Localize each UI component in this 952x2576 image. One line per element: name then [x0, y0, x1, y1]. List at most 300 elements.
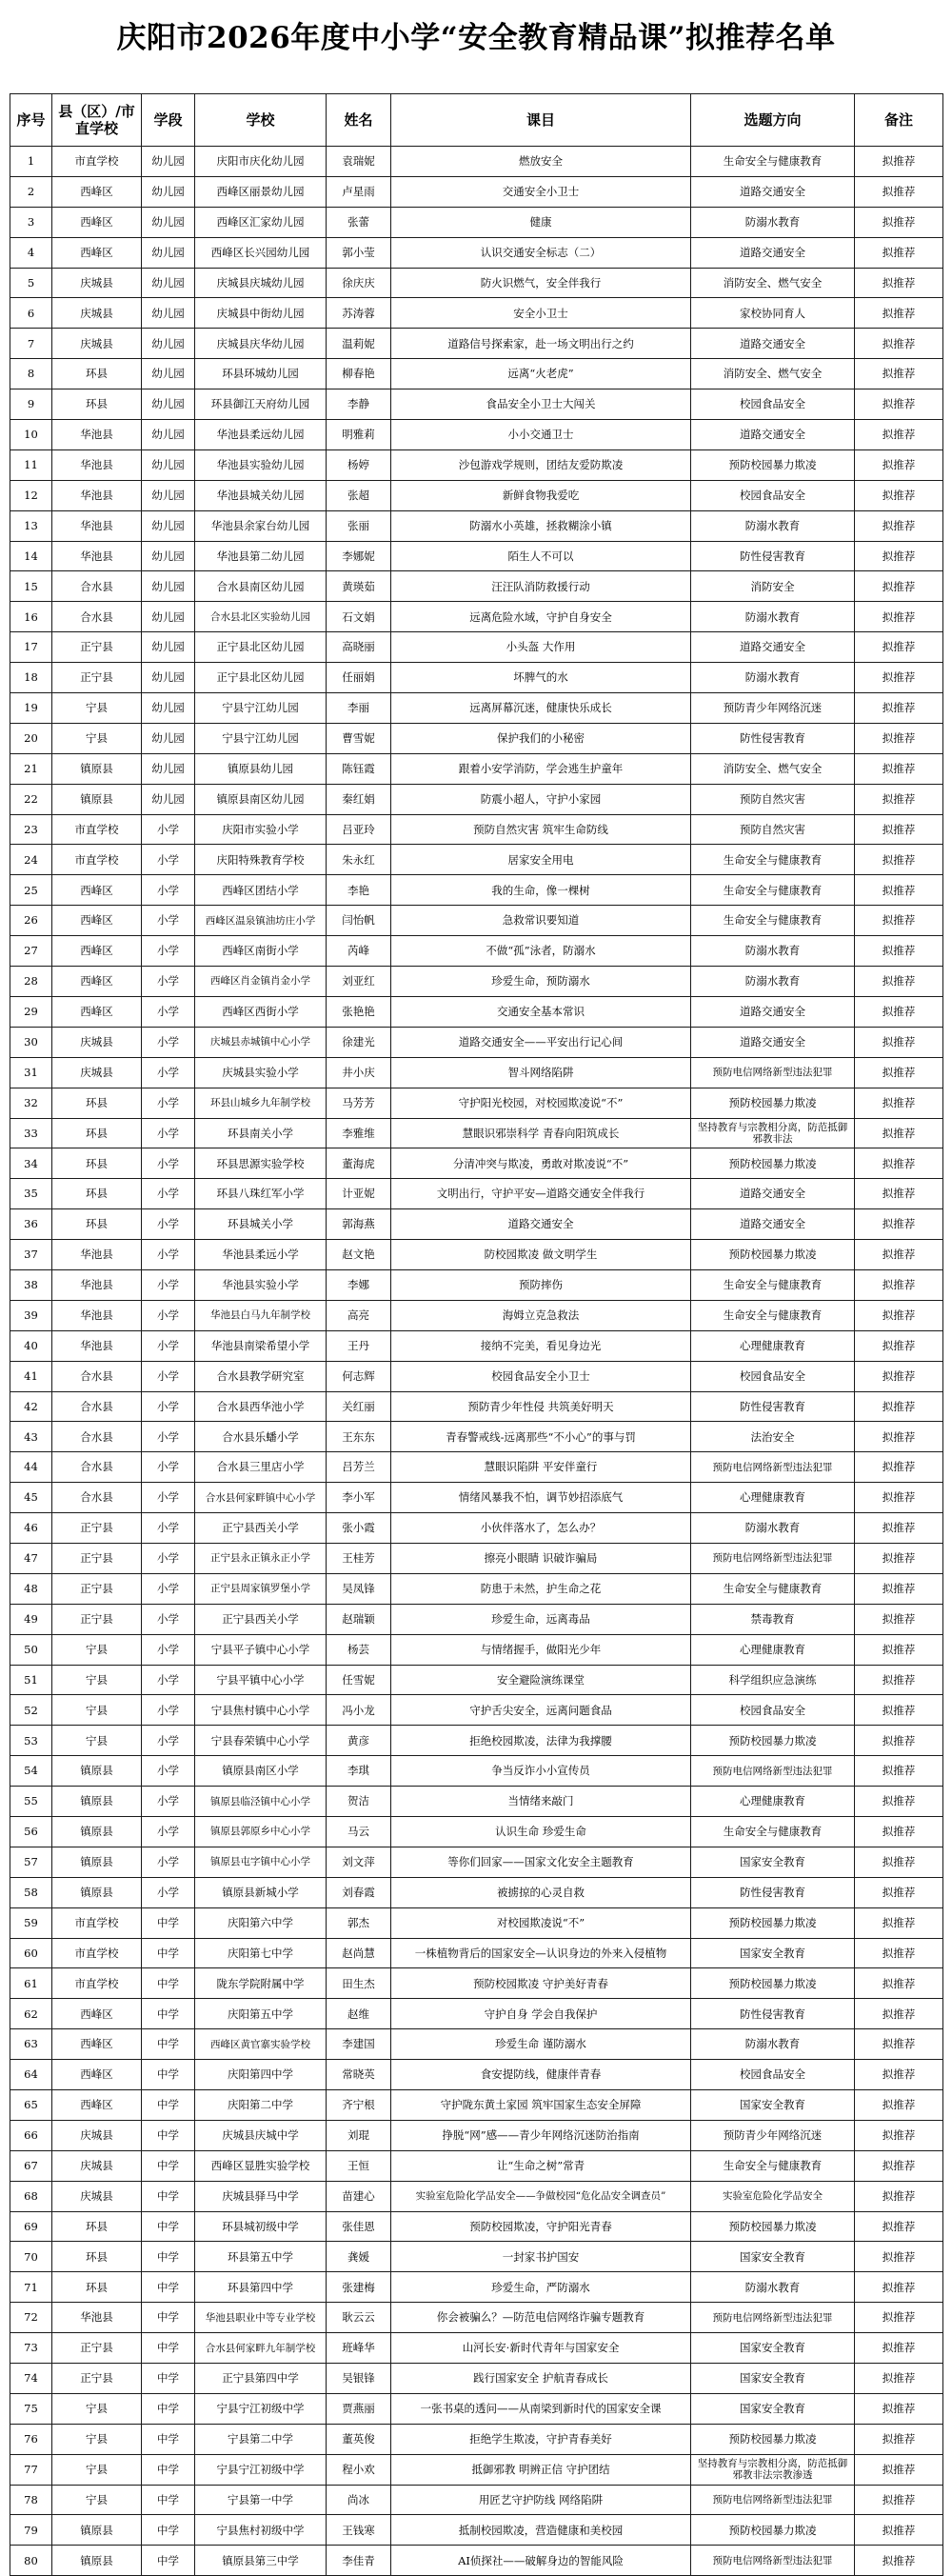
cell-index: 68	[10, 2181, 52, 2211]
cell-topic: 防性侵害教育	[691, 1877, 855, 1907]
cell-course: 守护陇东黄土家园 筑牢国家生态安全屏障	[391, 2090, 691, 2121]
cell-name: 张艳艳	[327, 996, 391, 1027]
cell-stage: 中学	[142, 2090, 195, 2121]
cell-school: 陇东学院附属中学	[195, 1968, 327, 1999]
cell-topic: 国家安全教育	[691, 1938, 855, 1968]
cell-stage: 幼儿园	[142, 541, 195, 571]
cell-stage: 小学	[142, 1573, 195, 1604]
cell-school: 合水县北区实验幼儿园	[195, 602, 327, 632]
cell-county: 华池县	[52, 2303, 142, 2333]
cell-school: 合水县西华池小学	[195, 1391, 327, 1422]
cell-stage: 小学	[142, 967, 195, 997]
cell-county: 镇原县	[52, 2515, 142, 2546]
cell-name: 王恒	[327, 2150, 391, 2181]
cell-name: 冯小龙	[327, 1695, 391, 1726]
cell-school: 镇原县南区小学	[195, 1756, 327, 1787]
cell-topic: 预防青少年网络沉迷	[691, 2120, 855, 2150]
cell-topic: 禁毒教育	[691, 1604, 855, 1634]
table-row	[10, 814, 943, 845]
cell-topic: 生命安全与健康教育	[691, 845, 855, 875]
cell-remark: 拟推荐	[855, 1968, 943, 1999]
cell-index: 28	[10, 967, 52, 997]
cell-topic: 防性侵害教育	[691, 1999, 855, 2029]
header-stage: 学段	[142, 94, 195, 147]
cell-index: 65	[10, 2090, 52, 2121]
table-row	[10, 298, 943, 329]
cell-course: 守护舌尖安全，远离问题食品	[391, 1695, 691, 1726]
table-row	[10, 1665, 943, 1695]
cell-name: 计亚妮	[327, 1179, 391, 1209]
cell-county: 正宁县	[52, 1513, 142, 1544]
cell-index: 76	[10, 2424, 52, 2454]
cell-stage: 幼儿园	[142, 723, 195, 753]
cell-county: 环县	[52, 2242, 142, 2272]
cell-name: 董海虎	[327, 1148, 391, 1179]
cell-stage: 中学	[142, 2211, 195, 2242]
cell-topic: 预防自然灾害	[691, 814, 855, 845]
cell-county: 合水县	[52, 571, 142, 602]
cell-remark: 拟推荐	[855, 510, 943, 541]
cell-name: 黄瑛茹	[327, 571, 391, 602]
cell-stage: 中学	[142, 2060, 195, 2090]
cell-school: 庆阳特殊教育学校	[195, 845, 327, 875]
cell-county: 华池县	[52, 541, 142, 571]
cell-county: 宁县	[52, 2485, 142, 2515]
cell-stage: 小学	[142, 1513, 195, 1544]
cell-index: 43	[10, 1422, 52, 1452]
cell-school: 华池县实验小学	[195, 1269, 327, 1300]
cell-school: 西峰区温泉镇油坊庄小学	[195, 906, 327, 936]
cell-remark: 拟推荐	[855, 1999, 943, 2029]
cell-name: 芮峰	[327, 936, 391, 967]
cell-index: 12	[10, 480, 52, 510]
cell-school: 镇原县新城小学	[195, 1877, 327, 1907]
cell-county: 宁县	[52, 693, 142, 724]
cell-county: 正宁县	[52, 632, 142, 663]
cell-topic: 预防校园暴力欺凌	[691, 1148, 855, 1179]
cell-name: 黄彦	[327, 1726, 391, 1756]
cell-school: 华池县城关幼儿园	[195, 480, 327, 510]
cell-topic: 校园食品安全	[691, 1695, 855, 1726]
table-row	[10, 2364, 943, 2394]
cell-index: 39	[10, 1300, 52, 1330]
cell-name: 郭杰	[327, 1907, 391, 1938]
table-row	[10, 2454, 943, 2485]
cell-course: 预防自然灾害 筑牢生命防线	[391, 814, 691, 845]
cell-remark: 拟推荐	[855, 602, 943, 632]
cell-school: 环县第五中学	[195, 2242, 327, 2272]
cell-county: 西峰区	[52, 2060, 142, 2090]
cell-county: 庆城县	[52, 298, 142, 329]
cell-school: 环县御江天府幼儿园	[195, 389, 327, 420]
table-row	[10, 480, 943, 510]
cell-name: 贾燕丽	[327, 2393, 391, 2424]
cell-county: 合水县	[52, 1422, 142, 1452]
cell-stage: 幼儿园	[142, 449, 195, 480]
cell-topic: 预防电信网络新型违法犯罪	[691, 1057, 855, 1088]
cell-school: 宁县焦村镇中心小学	[195, 1695, 327, 1726]
table-row	[10, 2181, 943, 2211]
cell-school: 华池县白马九年制学校	[195, 1300, 327, 1330]
cell-course: 分清冲突与欺凌，勇敢对欺凌说“不”	[391, 1148, 691, 1179]
cell-stage: 中学	[142, 1938, 195, 1968]
table-row	[10, 1816, 943, 1847]
header-course: 课目	[391, 94, 691, 147]
cell-county: 镇原县	[52, 784, 142, 814]
cell-course: 预防青少年性侵 共筑美好明天	[391, 1391, 691, 1422]
cell-index: 10	[10, 420, 52, 450]
cell-topic: 国家安全教育	[691, 1847, 855, 1877]
cell-school: 正宁县西关小学	[195, 1513, 327, 1544]
cell-school: 环县思源实验学校	[195, 1148, 327, 1179]
cell-name: 徐庆庆	[327, 268, 391, 298]
cell-name: 高亮	[327, 1300, 391, 1330]
cell-remark: 拟推荐	[855, 1726, 943, 1756]
cell-topic: 防性侵害教育	[691, 723, 855, 753]
cell-stage: 小学	[142, 1543, 195, 1573]
cell-course: 守护自身 学会自我保护	[391, 1999, 691, 2029]
cell-index: 26	[10, 906, 52, 936]
cell-remark: 拟推荐	[855, 1088, 943, 1118]
table-row	[10, 237, 943, 268]
cell-stage: 中学	[142, 2424, 195, 2454]
cell-topic: 防溺水教育	[691, 2029, 855, 2060]
cell-course: 拒绝学生欺凌，守护青春美好	[391, 2424, 691, 2454]
cell-index: 75	[10, 2393, 52, 2424]
cell-school: 环县南关小学	[195, 1118, 327, 1148]
cell-topic: 生命安全与健康教育	[691, 906, 855, 936]
table-row	[10, 2090, 943, 2121]
cell-index: 67	[10, 2150, 52, 2181]
cell-name: 朱永红	[327, 845, 391, 875]
cell-course: 让“生命之树”常青	[391, 2150, 691, 2181]
cell-school: 华池县第二幼儿园	[195, 541, 327, 571]
table-row	[10, 2393, 943, 2424]
cell-course: 安全小卫士	[391, 298, 691, 329]
cell-stage: 小学	[142, 1027, 195, 1057]
table-row	[10, 632, 943, 663]
cell-remark: 拟推荐	[855, 571, 943, 602]
cell-stage: 小学	[142, 1179, 195, 1209]
cell-course: 防患于未然，护生命之花	[391, 1573, 691, 1604]
cell-name: 张小霞	[327, 1513, 391, 1544]
cell-county: 西峰区	[52, 207, 142, 237]
cell-name: 刘春霞	[327, 1877, 391, 1907]
table-row	[10, 1543, 943, 1573]
cell-remark: 拟推荐	[855, 1907, 943, 1938]
cell-name: 李丽	[327, 693, 391, 724]
cell-course: 争当反诈小小宣传员	[391, 1756, 691, 1787]
cell-course: 认识交通安全标志（二）	[391, 237, 691, 268]
cell-name: 吕亚玲	[327, 814, 391, 845]
cell-index: 45	[10, 1483, 52, 1513]
cell-index: 16	[10, 602, 52, 632]
cell-course: 与情绪握手，做阳光少年	[391, 1634, 691, 1665]
cell-index: 6	[10, 298, 52, 329]
table-row	[10, 967, 943, 997]
cell-topic: 心理健康教育	[691, 1787, 855, 1817]
cell-course: 对校园欺凌说“不”	[391, 1907, 691, 1938]
table-row	[10, 663, 943, 693]
cell-course: 被掳掠的心灵自救	[391, 1877, 691, 1907]
cell-stage: 幼儿园	[142, 329, 195, 359]
cell-county: 市直学校	[52, 147, 142, 177]
table-row	[10, 1573, 943, 1604]
table-row	[10, 2546, 943, 2576]
cell-topic: 防溺水教育	[691, 1513, 855, 1544]
cell-remark: 拟推荐	[855, 1057, 943, 1088]
cell-county: 庆城县	[52, 2150, 142, 2181]
cell-topic: 预防电信网络新型违法犯罪	[691, 2485, 855, 2515]
table-row	[10, 1391, 943, 1422]
table-row	[10, 1877, 943, 1907]
cell-course: 道路信号探索家，赴一场文明出行之约	[391, 329, 691, 359]
cell-school: 正宁县第四中学	[195, 2364, 327, 2394]
cell-index: 58	[10, 1877, 52, 1907]
cell-topic: 科学组织应急演练	[691, 1665, 855, 1695]
table-row	[10, 1907, 943, 1938]
cell-name: 刘文萍	[327, 1847, 391, 1877]
cell-topic: 道路交通安全	[691, 632, 855, 663]
cell-county: 市直学校	[52, 1938, 142, 1968]
cell-remark: 拟推荐	[855, 1816, 943, 1847]
cell-remark: 拟推荐	[855, 298, 943, 329]
cell-index: 46	[10, 1513, 52, 1544]
cell-name: 张超	[327, 480, 391, 510]
cell-topic: 国家安全教育	[691, 2090, 855, 2121]
cell-topic: 防溺水教育	[691, 936, 855, 967]
cell-stage: 幼儿园	[142, 480, 195, 510]
cell-index: 11	[10, 449, 52, 480]
cell-county: 镇原县	[52, 1787, 142, 1817]
cell-topic: 生命安全与健康教育	[691, 1269, 855, 1300]
cell-name: 徐建光	[327, 1027, 391, 1057]
cell-name: 何志辉	[327, 1361, 391, 1391]
recommendation-table	[10, 93, 943, 2576]
cell-remark: 拟推荐	[855, 2333, 943, 2364]
cell-county: 西峰区	[52, 2029, 142, 2060]
cell-stage: 小学	[142, 814, 195, 845]
table-row	[10, 2333, 943, 2364]
cell-topic: 心理健康教育	[691, 1483, 855, 1513]
cell-course: 智斗网络陷阱	[391, 1057, 691, 1088]
cell-stage: 中学	[142, 2333, 195, 2364]
cell-school: 环县城关小学	[195, 1209, 327, 1240]
cell-course: 跟着小安学消防，学会逃生护童年	[391, 753, 691, 784]
cell-name: 王桂芳	[327, 1543, 391, 1573]
cell-county: 镇原县	[52, 1816, 142, 1847]
cell-stage: 中学	[142, 2454, 195, 2485]
cell-index: 19	[10, 693, 52, 724]
cell-index: 73	[10, 2333, 52, 2364]
cell-topic: 预防校园暴力欺凌	[691, 2515, 855, 2546]
cell-index: 2	[10, 176, 52, 207]
cell-course: 等你们回家——国家文化安全主题教育	[391, 1847, 691, 1877]
table-row	[10, 1634, 943, 1665]
cell-name: 袁瑞妮	[327, 147, 391, 177]
cell-school: 正宁县永正镇永正小学	[195, 1543, 327, 1573]
cell-topic: 防溺水教育	[691, 967, 855, 997]
cell-school: 庆阳市庆化幼儿园	[195, 147, 327, 177]
table-row	[10, 147, 943, 177]
cell-topic: 国家安全教育	[691, 2364, 855, 2394]
cell-remark: 拟推荐	[855, 176, 943, 207]
cell-topic: 国家安全教育	[691, 2242, 855, 2272]
cell-index: 9	[10, 389, 52, 420]
cell-index: 29	[10, 996, 52, 1027]
cell-topic: 预防校园暴力欺凌	[691, 1240, 855, 1270]
cell-course: 实验室危险化学品安全——争做校园“危化品安全调查员”	[391, 2181, 691, 2211]
cell-course: 我的生命，像一棵树	[391, 875, 691, 906]
cell-course: 拒绝校园欺凌，法律为我撑腰	[391, 1726, 691, 1756]
cell-county: 西峰区	[52, 2090, 142, 2121]
cell-county: 环县	[52, 2211, 142, 2242]
cell-index: 74	[10, 2364, 52, 2394]
cell-name: 高晓丽	[327, 632, 391, 663]
cell-school: 正宁县周家镇罗堡小学	[195, 1573, 327, 1604]
cell-topic: 防溺水教育	[691, 602, 855, 632]
cell-remark: 拟推荐	[855, 2303, 943, 2333]
cell-course: 认识生命 珍爱生命	[391, 1816, 691, 1847]
cell-school: 宁县宁江幼儿园	[195, 723, 327, 753]
cell-topic: 预防校园暴力欺凌	[691, 1726, 855, 1756]
table-row	[10, 176, 943, 207]
cell-name: 尚冰	[327, 2485, 391, 2515]
cell-name: 任丽娟	[327, 663, 391, 693]
cell-school: 正宁县北区幼儿园	[195, 632, 327, 663]
cell-stage: 幼儿园	[142, 510, 195, 541]
cell-remark: 拟推荐	[855, 663, 943, 693]
cell-name: 陈钰霞	[327, 753, 391, 784]
cell-stage: 中学	[142, 2242, 195, 2272]
cell-county: 华池县	[52, 480, 142, 510]
cell-index: 34	[10, 1148, 52, 1179]
cell-index: 36	[10, 1209, 52, 1240]
cell-school: 庆城县庆城幼儿园	[195, 268, 327, 298]
cell-county: 环县	[52, 1209, 142, 1240]
cell-index: 27	[10, 936, 52, 967]
cell-remark: 拟推荐	[855, 1483, 943, 1513]
header-school: 学校	[195, 94, 327, 147]
cell-stage: 幼儿园	[142, 753, 195, 784]
table-row	[10, 571, 943, 602]
cell-stage: 幼儿园	[142, 237, 195, 268]
cell-remark: 拟推荐	[855, 2150, 943, 2181]
cell-school: 庆阳第七中学	[195, 1938, 327, 1968]
cell-index: 1	[10, 147, 52, 177]
cell-course: 抵御邪教 明辨正信 守护团结	[391, 2454, 691, 2485]
cell-topic: 防溺水教育	[691, 663, 855, 693]
cell-index: 38	[10, 1269, 52, 1300]
cell-name: 明雅莉	[327, 420, 391, 450]
cell-course: 抵制校园欺凌，营造健康和美校园	[391, 2515, 691, 2546]
cell-remark: 拟推荐	[855, 1330, 943, 1361]
cell-name: 秦红娟	[327, 784, 391, 814]
cell-course: 远离屏幕沉迷，健康快乐成长	[391, 693, 691, 724]
cell-topic: 法治安全	[691, 1422, 855, 1452]
header-row	[10, 94, 943, 147]
cell-county: 环县	[52, 1118, 142, 1148]
cell-index: 72	[10, 2303, 52, 2333]
cell-topic: 国家安全教育	[691, 2333, 855, 2364]
cell-course: 健康	[391, 207, 691, 237]
cell-course: 守护阳光校园，对校园欺凌说“不”	[391, 1088, 691, 1118]
cell-remark: 拟推荐	[855, 2454, 943, 2485]
cell-stage: 小学	[142, 1634, 195, 1665]
cell-course: 珍爱生命，远离毒品	[391, 1604, 691, 1634]
table-row	[10, 936, 943, 967]
cell-index: 42	[10, 1391, 52, 1422]
cell-name: 李建国	[327, 2029, 391, 2060]
cell-name: 程小欢	[327, 2454, 391, 2485]
cell-course: 你会被骗么？—防范电信网络诈骗专题教育	[391, 2303, 691, 2333]
cell-county: 西峰区	[52, 237, 142, 268]
cell-course: 预防校园欺凌，守护阳光青春	[391, 2211, 691, 2242]
cell-name: 李小军	[327, 1483, 391, 1513]
cell-stage: 中学	[142, 2303, 195, 2333]
cell-remark: 拟推荐	[855, 1634, 943, 1665]
cell-school: 华池县柔远幼儿园	[195, 420, 327, 450]
cell-index: 40	[10, 1330, 52, 1361]
header-county: 县（区）/市直学校	[52, 94, 142, 147]
cell-school: 宁县第一中学	[195, 2485, 327, 2515]
cell-name: 关红丽	[327, 1391, 391, 1422]
cell-stage: 小学	[142, 1391, 195, 1422]
cell-name: 李艳	[327, 875, 391, 906]
cell-stage: 中学	[142, 1968, 195, 1999]
cell-remark: 拟推荐	[855, 814, 943, 845]
cell-county: 镇原县	[52, 2546, 142, 2576]
cell-name: 王丹	[327, 1330, 391, 1361]
cell-stage: 幼儿园	[142, 663, 195, 693]
cell-topic: 实验室危险化学品安全	[691, 2181, 855, 2211]
cell-index: 70	[10, 2242, 52, 2272]
cell-course: 坏脾气的水	[391, 663, 691, 693]
cell-county: 合水县	[52, 1391, 142, 1422]
cell-school: 环县山城乡九年制学校	[195, 1088, 327, 1118]
cell-index: 56	[10, 1816, 52, 1847]
cell-county: 环县	[52, 1088, 142, 1118]
cell-remark: 拟推荐	[855, 1513, 943, 1544]
cell-county: 西峰区	[52, 906, 142, 936]
cell-school: 华池县实验幼儿园	[195, 449, 327, 480]
cell-course: 道路交通安全	[391, 1209, 691, 1240]
cell-course: 海姆立克急救法	[391, 1300, 691, 1330]
cell-county: 镇原县	[52, 753, 142, 784]
cell-index: 64	[10, 2060, 52, 2090]
cell-county: 西峰区	[52, 176, 142, 207]
cell-school: 宁县焦村初级中学	[195, 2515, 327, 2546]
cell-stage: 中学	[142, 2393, 195, 2424]
cell-course: 燃放安全	[391, 147, 691, 177]
cell-course: 小伙伴落水了，怎么办？	[391, 1513, 691, 1544]
table-row	[10, 1118, 943, 1148]
cell-remark: 拟推荐	[855, 723, 943, 753]
cell-topic: 预防青少年网络沉迷	[691, 693, 855, 724]
cell-school: 合水县南区幼儿园	[195, 571, 327, 602]
cell-county: 正宁县	[52, 663, 142, 693]
cell-name: 郭海燕	[327, 1209, 391, 1240]
cell-stage: 幼儿园	[142, 420, 195, 450]
cell-stage: 小学	[142, 1330, 195, 1361]
table-row	[10, 753, 943, 784]
cell-index: 50	[10, 1634, 52, 1665]
cell-index: 47	[10, 1543, 52, 1573]
table-row	[10, 1422, 943, 1452]
cell-school: 宁县平子镇中心小学	[195, 1634, 327, 1665]
cell-county: 镇原县	[52, 1847, 142, 1877]
cell-county: 庆城县	[52, 2120, 142, 2150]
